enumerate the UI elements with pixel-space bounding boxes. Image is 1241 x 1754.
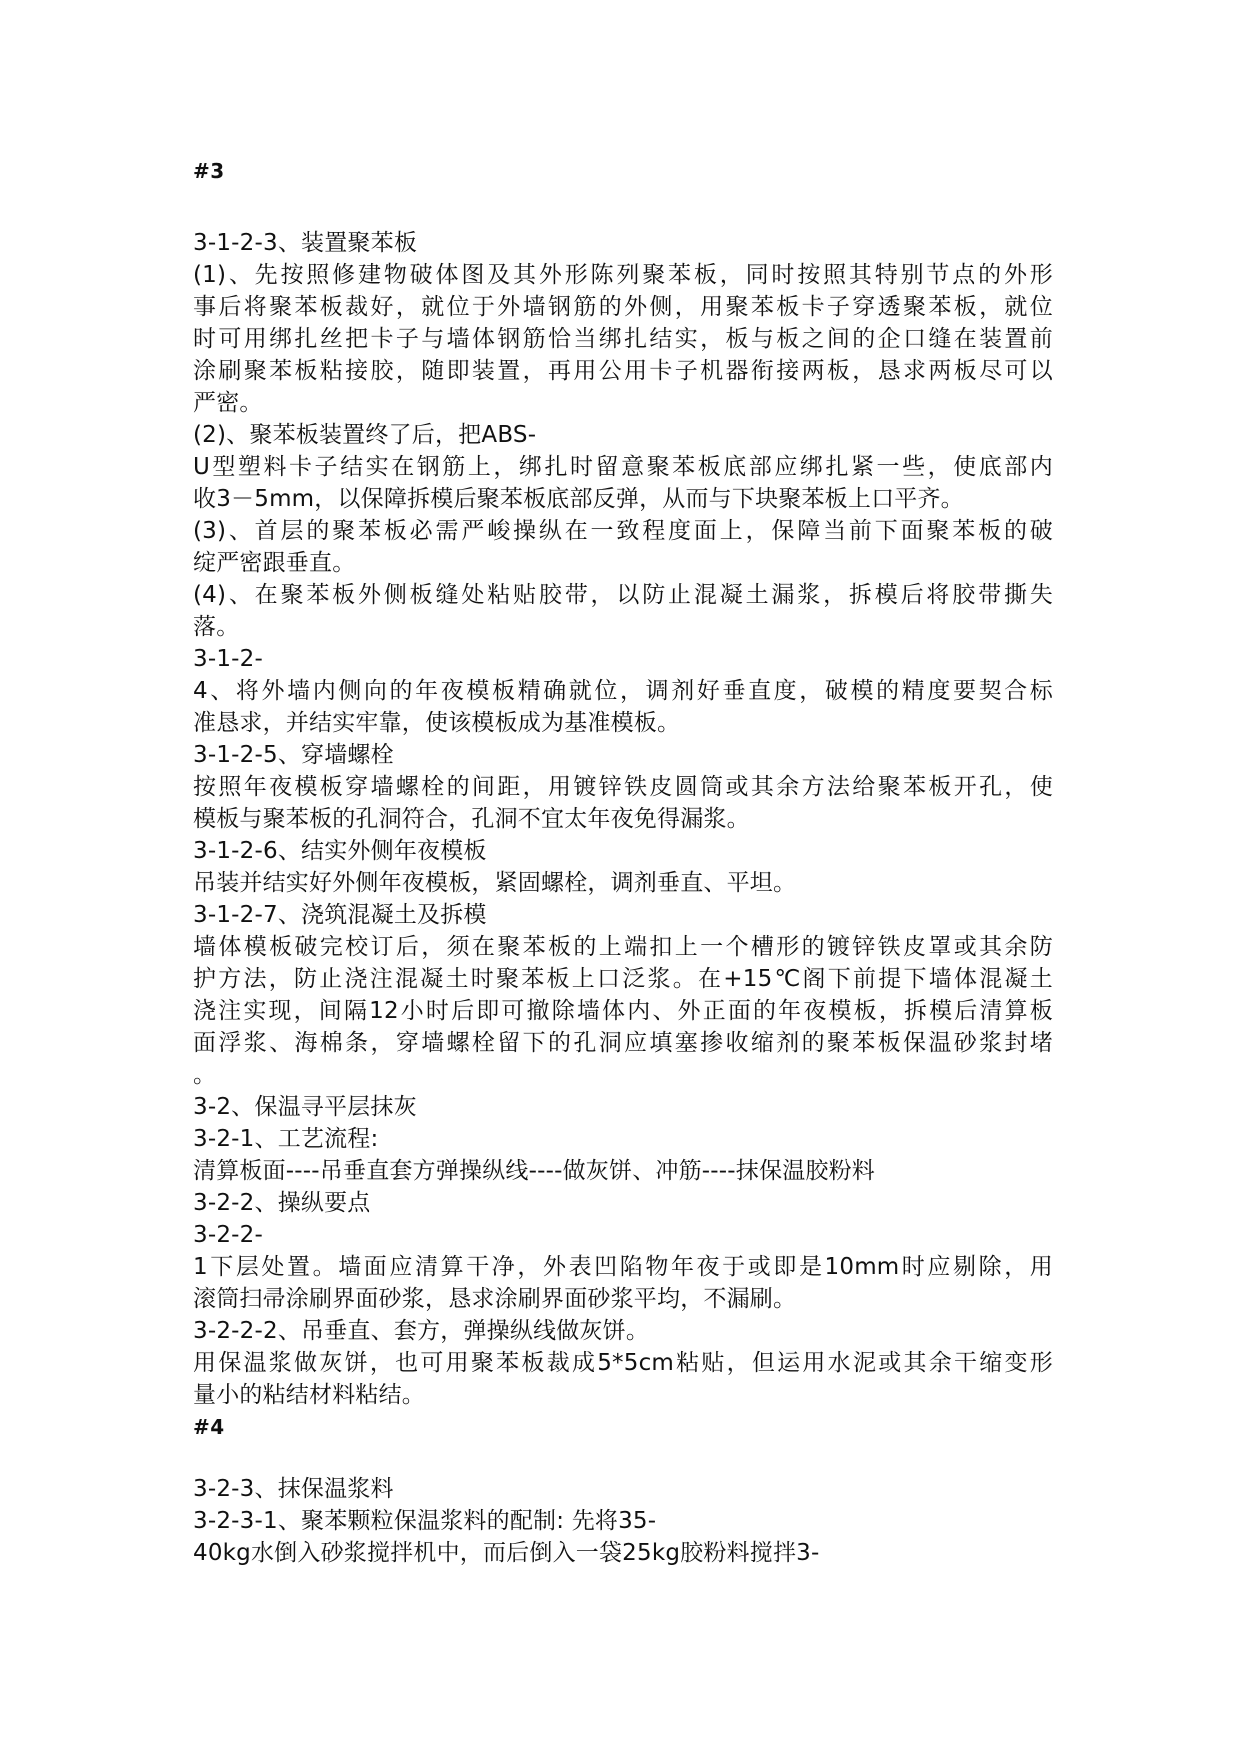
text-line: 面浮浆、海棉条，穿墙螺栓留下的孔洞应填塞掺收缩剂的聚苯板保温砂浆封堵	[193, 1030, 1053, 1056]
text-line: (2)、聚苯板装置终了后，把ABS-	[193, 422, 537, 448]
page-marker: #4	[193, 1415, 225, 1439]
text-line: 。	[193, 1062, 217, 1088]
text-line: 3-2-1、工艺流程:	[193, 1126, 379, 1152]
text-line: 3-2-2、操纵要点	[193, 1190, 371, 1216]
text-line: 时可用绑扎丝把卡子与墙体钢筋恰当绑扎结实，板与板之间的企口缝在装置前	[193, 326, 1053, 352]
text-line: 事后将聚苯板裁好，就位于外墙钢筋的外侧，用聚苯板卡子穿透聚苯板，就位	[193, 294, 1053, 320]
text-line: 3-1-2-7、浇筑混凝土及拆模	[193, 902, 487, 928]
text-line: 护方法，防止浇注混凝土时聚苯板上口泛浆。在+15℃阁下前提下墙体混凝土	[193, 966, 1053, 992]
text-block	[193, 1473, 1053, 1569]
text-line: 涂刷聚苯板粘接胶，随即装置，再用公用卡子机器衔接两板，恳求两板尽可以	[193, 358, 1053, 384]
text-line: U型塑料卡子结实在钢筋上，绑扎时留意聚苯板底部应绑扎紧一些，使底部内	[193, 454, 1053, 480]
text-line: (4)、在聚苯板外侧板缝处粘贴胶带，以防止混凝土漏浆，拆模后将胶带撕失	[193, 582, 1053, 608]
text-line: 严密。	[193, 390, 263, 416]
text-line: 3-2-3-1、聚苯颗粒保温浆料的配制: 先将35-	[193, 1508, 657, 1534]
text-line: (1)、先按照修建物破体图及其外形陈列聚苯板，同时按照其特别节点的外形	[193, 262, 1053, 288]
text-line: 准恳求，并结实牢靠，使该模板成为基准模板。	[193, 710, 681, 736]
text-line: 3-2、保温寻平层抹灰	[193, 1094, 417, 1120]
text-line: 1下层处置。墙面应清算干净，外表凹陷物年夜于或即是10mm时应剔除，用	[193, 1254, 1053, 1280]
text-line: 用保温浆做灰饼，也可用聚苯板裁成5*5cm粘贴，但运用水泥或其余干缩变形	[193, 1350, 1053, 1376]
text-block	[193, 227, 1053, 1411]
page-marker: #3	[193, 159, 225, 183]
text-line: 浇注实现，间隔12小时后即可撤除墙体内、外正面的年夜模板，拆模后清算板	[193, 998, 1053, 1024]
text-line: 3-2-3、抹保温浆料	[193, 1476, 394, 1502]
text-line: 按照年夜模板穿墙螺栓的间距，用镀锌铁皮圆筒或其余方法给聚苯板开孔，使	[193, 774, 1053, 800]
text-line: 量小的粘结材料粘结。	[193, 1382, 425, 1408]
text-line: 吊装并结实好外侧年夜模板，紧固螺栓，调剂垂直、平坦。	[193, 870, 797, 896]
text-line: 墙体模板破完校订后，须在聚苯板的上端扣上一个槽形的镀锌铁皮罩或其余防	[193, 934, 1053, 960]
spacer	[193, 187, 1053, 227]
text-line: 3-2-2-2、吊垂直、套方，弹操纵线做灰饼。	[193, 1318, 650, 1344]
text-line: (3)、首层的聚苯板必需严峻操纵在一致程度面上，保障当前下面聚苯板的破	[193, 518, 1053, 544]
text-line: 3-1-2-5、穿墙螺栓	[193, 742, 394, 768]
text-line: 4、将外墙内侧向的年夜模板精确就位，调剂好垂直度，破模的精度要契合标	[193, 678, 1053, 704]
text-line: 落。	[193, 614, 240, 640]
text-line: 清算板面----吊垂直套方弹操纵线----做灰饼、冲筋----抹保温胶粉料	[193, 1158, 875, 1184]
text-line: 3-1-2-6、结实外侧年夜模板	[193, 838, 487, 864]
text-line: 模板与聚苯板的孔洞符合，孔洞不宜太年夜免得漏浆。	[193, 806, 750, 832]
spacer	[193, 1443, 1053, 1473]
text-line: 3-2-2-	[193, 1222, 263, 1248]
document-body	[193, 155, 1053, 1569]
text-line: 滚筒扫帚涂刷界面砂浆，恳求涂刷界面砂浆平均，不漏刷。	[193, 1286, 797, 1312]
text-line: 3-1-2-	[193, 646, 263, 672]
text-line: 绽严密跟垂直。	[193, 550, 356, 576]
text-line: 3-1-2-3、装置聚苯板	[193, 230, 418, 256]
text-line: 40kg水倒入砂浆搅拌机中，而后倒入一袋25kg胶粉料搅拌3-	[193, 1540, 820, 1566]
text-line: 收3－5mm，以保障拆模后聚苯板底部反弹，从而与下块聚苯板上口平齐。	[193, 486, 964, 512]
